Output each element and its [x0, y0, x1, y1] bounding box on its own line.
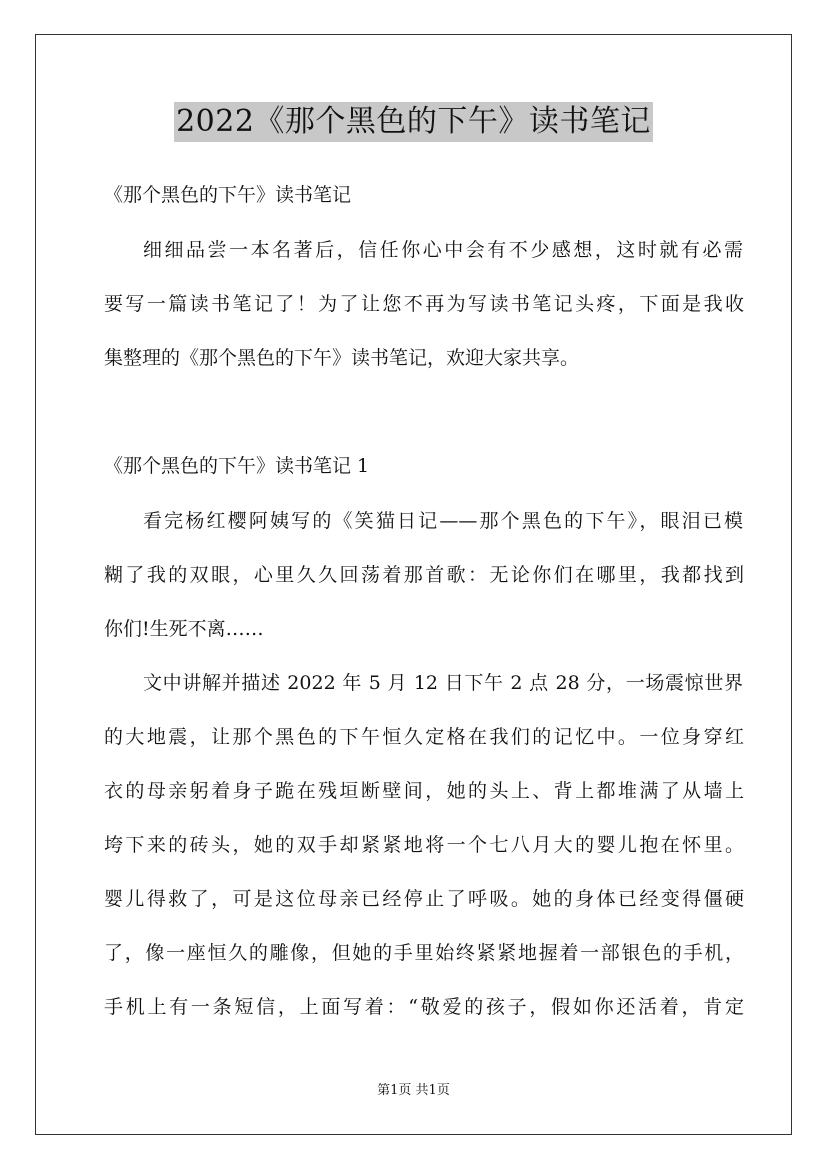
title-wrap	[0, 102, 827, 142]
section-heading: 《那个黑色的下午》读书笔记 1	[104, 455, 370, 477]
para2-line-1: 文中讲解并描述 2022 年 5 月 12 日下午 2 点 28 分，一场震惊世界	[143, 672, 743, 694]
page-footer: 第1页 共1页	[377, 1083, 450, 1098]
intro-line-3: 集整理的《那个黑色的下午》读书笔记，欢迎大家共享。	[104, 347, 580, 369]
intro-line-2: 要写一篇读书笔记了！为了让您不再为写读书笔记头疼，下面是我收	[104, 293, 744, 315]
para2-line-3: 衣的母亲躬着身子跪在残垣断壁间，她的头上、背上都堆满了从墙上	[104, 780, 744, 802]
para2-line-5: 婴儿得救了，可是这位母亲已经停止了呼吸。她的身体已经变得僵硬	[104, 888, 744, 910]
para2-line-7: 手机上有一条短信，上面写着：“敬爱的孩子，假如你还活着，肯定	[104, 996, 744, 1018]
para2-line-6: 了，像一座恒久的雕像，但她的手里始终紧紧地握着一部银色的手机，	[104, 942, 744, 964]
para2-line-2: 的大地震，让那个黑色的下午恒久定格在我们的记忆中。一位身穿红	[104, 726, 744, 748]
para1-line-3: 你们!生死不离……	[104, 618, 264, 640]
para2-line-4: 垮下来的砖头，她的双手却紧紧地将一个七八月大的婴儿抱在怀里。	[104, 834, 744, 856]
subtitle: 《那个黑色的下午》读书笔记	[104, 184, 352, 206]
para1-line-1: 看完杨红樱阿姨写的《笑猫日记——那个黑色的下午》，眼泪已模	[143, 510, 743, 532]
intro-line-1: 细细品尝一本名著后，信任你心中会有不少感想，这时就有必需	[143, 239, 743, 261]
page-title: 2022《那个黑色的下午》读书笔记	[174, 102, 653, 142]
para1-line-2: 糊了我的双眼，心里久久回荡着那首歌：无论你们在哪里，我都找到	[104, 564, 744, 586]
